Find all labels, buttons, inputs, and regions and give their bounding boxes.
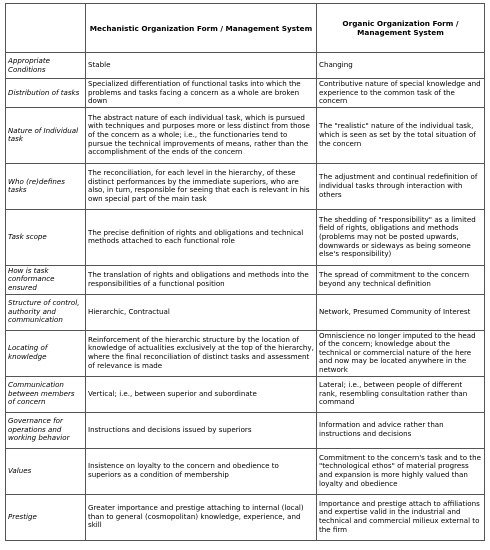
row-label: Governance for operations and working behavior (6, 412, 86, 448)
row-label: Communication between members of concern (6, 376, 86, 412)
organic-cell: The spread of commitment to the concern beyond any technical definition (317, 265, 485, 294)
table-row (6, 107, 485, 163)
mechanistic-cell: Vertical; i.e., between superior and subordinate (86, 376, 317, 412)
organic-cell: Omniscience no longer imputed to the head of the concern; knowledge about the technical or commercial nature of the here and now may be located anywhere in the network (317, 330, 485, 376)
row-label: How is task conformance ensured (6, 265, 86, 294)
organic-cell: Contributive nature of special knowledge and experience to the common task of the concern (317, 79, 485, 108)
organic-cell: Lateral; i.e., between people of different rank, resembling consultation rather than command (317, 376, 485, 412)
table-row (6, 376, 485, 412)
row-label: Values (6, 448, 86, 494)
organic-cell: Information and advice rather than instructions and decisions (317, 412, 485, 448)
mechanistic-cell: Specialized differentiation of functional tasks into which the problems and tasks facing a concern as a whole are broken down (86, 79, 317, 108)
header-organic: Organic Organization Form / Management System (317, 4, 485, 53)
mechanistic-cell: Greater importance and prestige attaching to internal (local) than to general (cosmopolitan) knowledge, experience, and skill (86, 494, 317, 540)
table-row (6, 412, 485, 448)
mechanistic-cell: The abstract nature of each individual task, which is pursued with techniques and purposes more or less distinct from those of the concern as a whole; i.e., the functionaries tend to pursue the technical improvements of means, rather than the accomplishment of the ends of the concern (86, 107, 317, 163)
comparison-table-container (5, 3, 485, 541)
header-mechanistic: Mechanistic Organization Form / Management System (86, 4, 317, 53)
mechanistic-cell: The reconciliation, for each level in the hierarchy, of these distinct performances by the immediate superiors, who are also, in turn, responsible for seeing that each is relevant in his own special part of the main task (86, 163, 317, 209)
header-blank-cell (6, 4, 86, 53)
organic-cell: The shedding of "responsibility" as a limited field of rights, obligations and methods (problems may not be posted upwards, downwards or sideways as being someone else's responsibility) (317, 209, 485, 265)
table-row (6, 209, 485, 265)
table-row (6, 265, 485, 294)
row-label: Structure of control, authority and communication (6, 294, 86, 330)
mechanistic-cell: Hierarchic, Contractual (86, 294, 317, 330)
table-row (6, 494, 485, 540)
organic-cell: Commitment to the concern's task and to the "technological ethos" of material progress and expansion is more highly valued than loyalty and obedience (317, 448, 485, 494)
row-label: Distribution of tasks (6, 79, 86, 108)
organic-cell: Importance and prestige attach to affiliations and expertise valid in the industrial and technical and commercial milieux external to the firm (317, 494, 485, 540)
table-row (6, 294, 485, 330)
mechanistic-cell: Instructions and decisions issued by superiors (86, 412, 317, 448)
table-row (6, 53, 485, 79)
mechanistic-cell: The precise definition of rights and obligations and technical methods attached to each functional role (86, 209, 317, 265)
mechanistic-cell: The translation of rights and obligations and methods into the responsibilities of a functional position (86, 265, 317, 294)
table-row (6, 330, 485, 376)
organic-cell: Network, Presumed Community of Interest (317, 294, 485, 330)
organic-cell: Changing (317, 53, 485, 79)
row-label: Nature of Individual task (6, 107, 86, 163)
comparison-table (5, 3, 485, 541)
row-label: Locating of knowledge (6, 330, 86, 376)
mechanistic-cell: Insistence on loyalty to the concern and obedience to superiors as a condition of membership (86, 448, 317, 494)
mechanistic-cell: Stable (86, 53, 317, 79)
table-row (6, 448, 485, 494)
row-label: Prestige (6, 494, 86, 540)
row-label: Task scope (6, 209, 86, 265)
mechanistic-cell: Reinforcement of the hierarchic structure by the location of knowledge of actualities exclusively at the top of the hierarchy, where the final reconciliation of distinct tasks and assessment of relevance is made (86, 330, 317, 376)
table-row (6, 163, 485, 209)
table-row (6, 79, 485, 108)
organic-cell: The adjustment and continual redefinition of individual tasks through interaction with others (317, 163, 485, 209)
organic-cell: The "realistic" nature of the individual task, which is seen as set by the total situation of the concern (317, 107, 485, 163)
row-label: Who (re)defines tasks (6, 163, 86, 209)
row-label: Appropriate Conditions (6, 53, 86, 79)
header-row (6, 4, 485, 53)
